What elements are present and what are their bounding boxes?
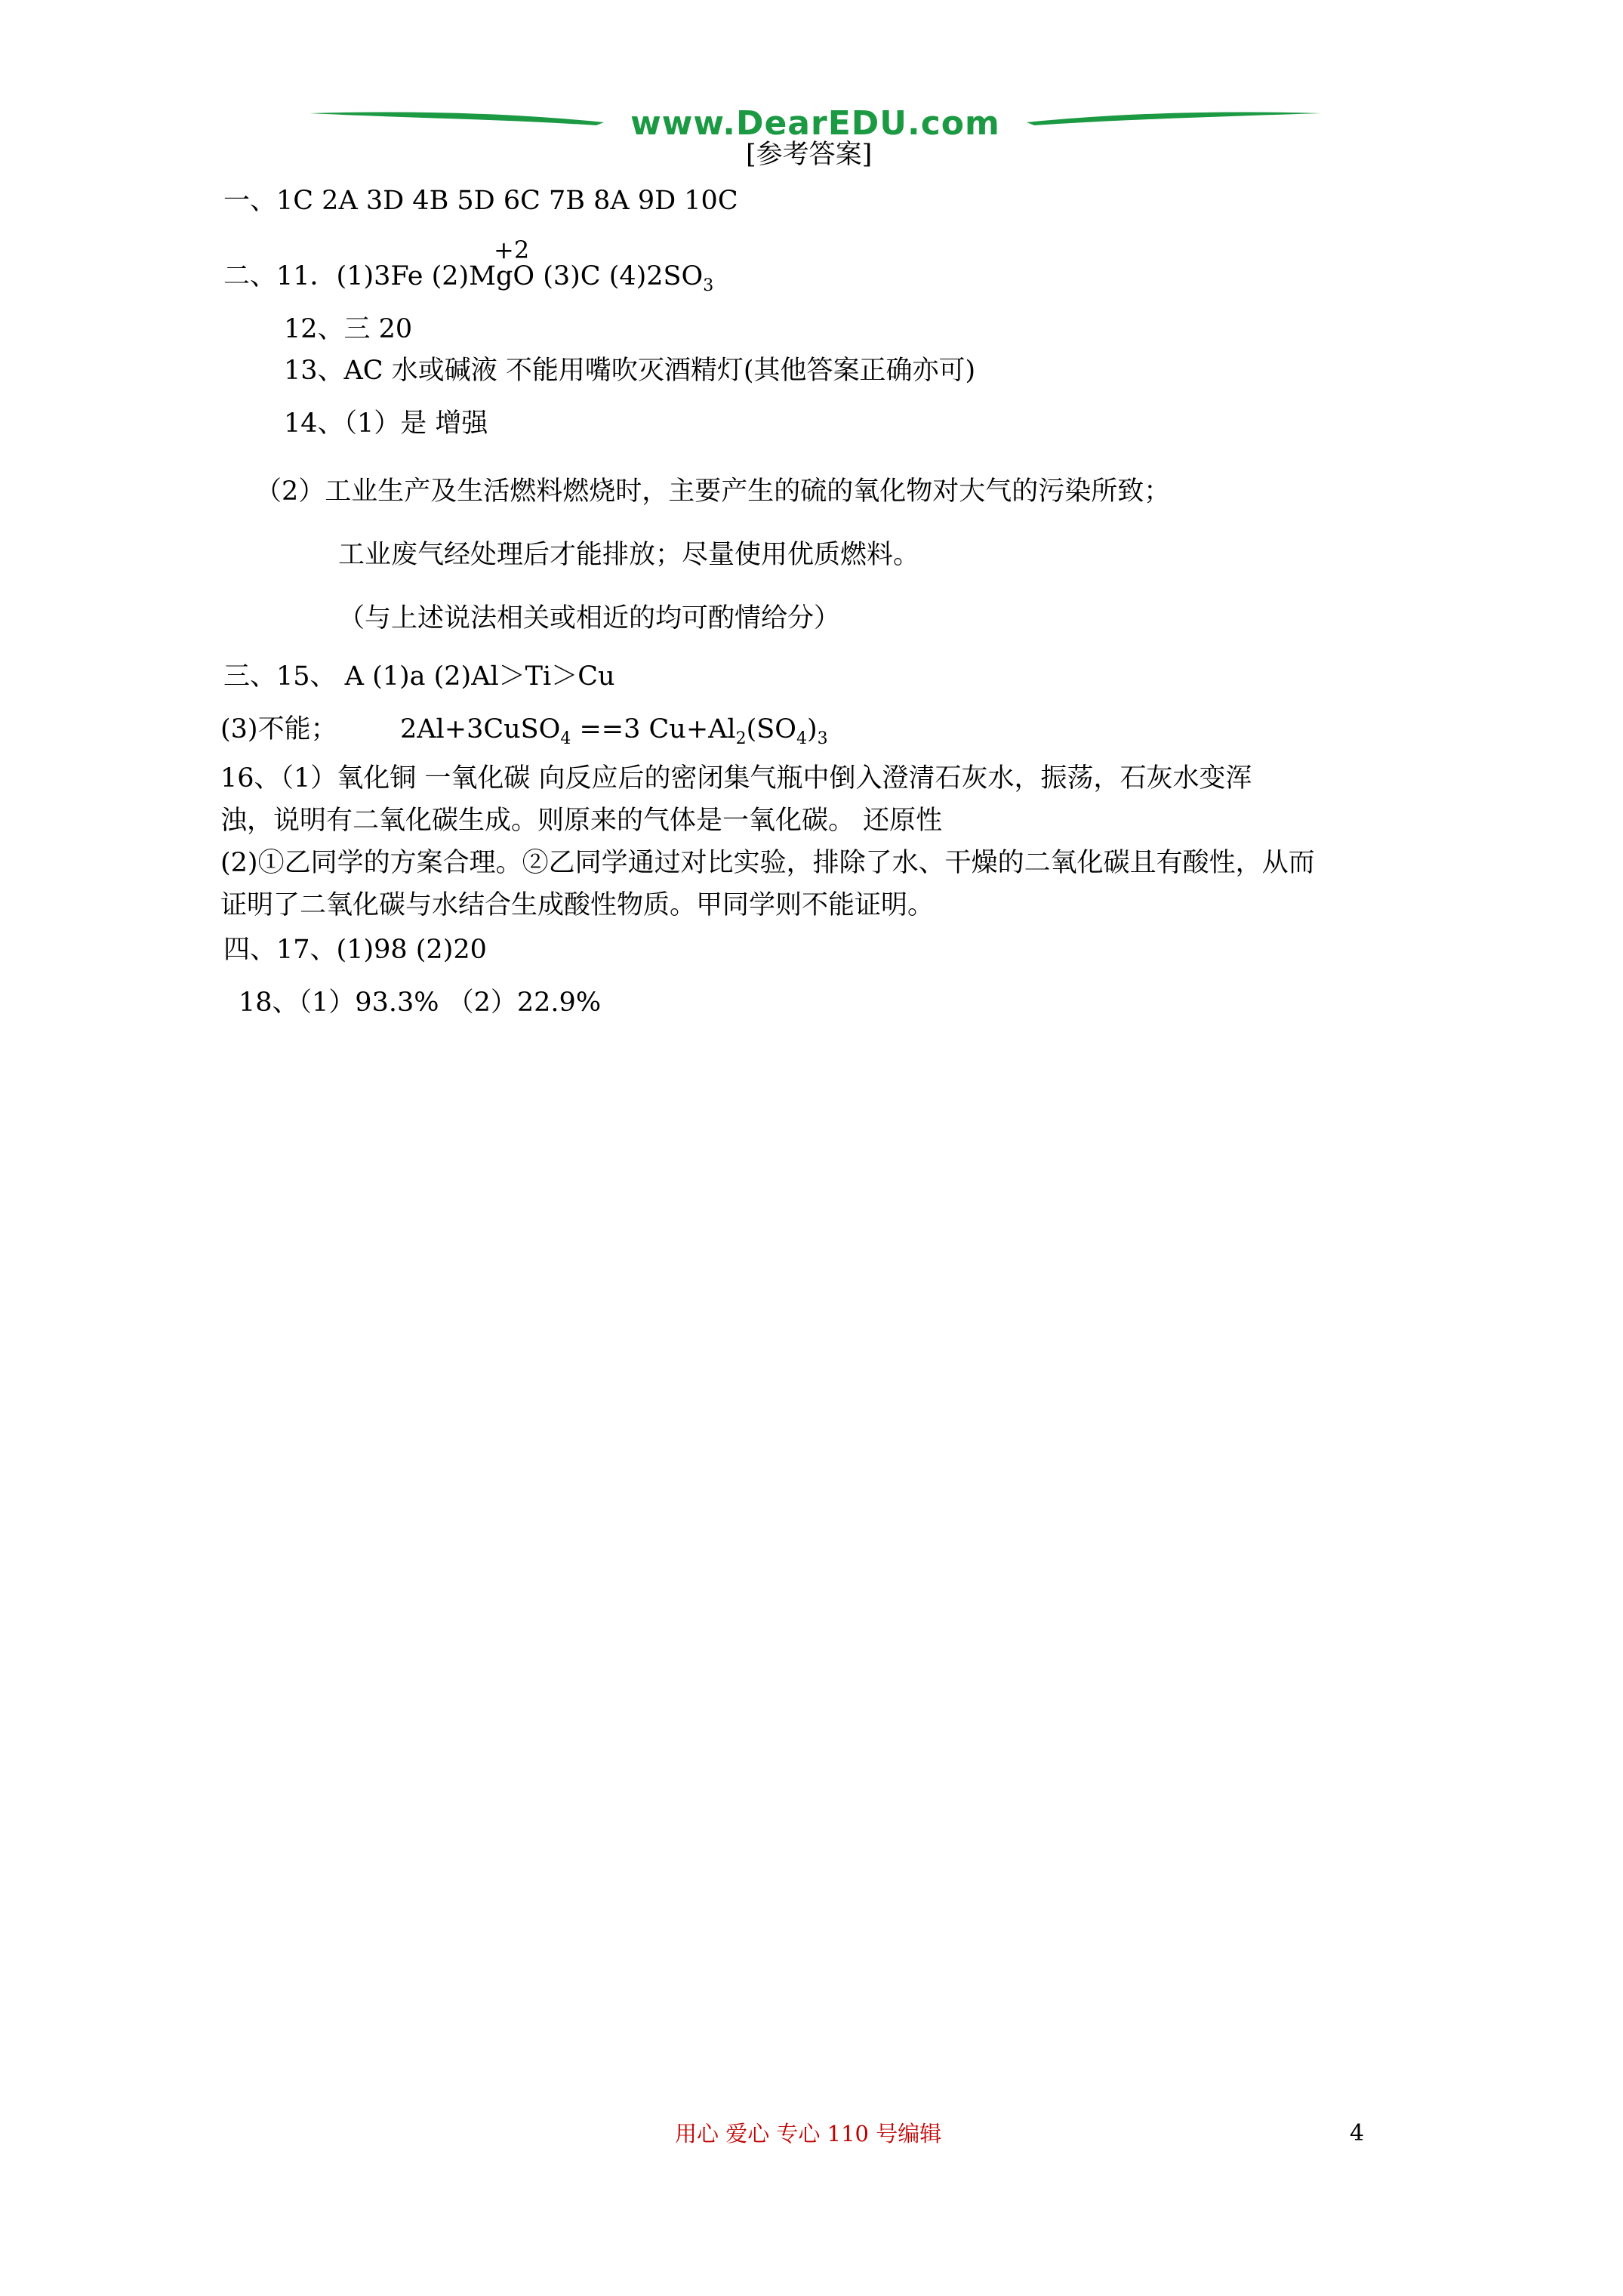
answer-q14-2: （2）工业生产及生活燃料燃烧时，主要产生的硫的氧化物对大气的污染所致；: [255, 476, 1171, 507]
answer-q16-line3: (2)①乙同学的方案合理。②乙同学通过对比实验，排除了水、干燥的二氧化碳且有酸性，从而: [220, 848, 1315, 878]
answer-q12: 12、三 20: [284, 314, 413, 344]
answer-q11-text: 二、11．(1)3Fe (2)MgO (3)C (4)2SO: [223, 261, 704, 291]
equation-part-2: ==3 Cu+Al: [571, 714, 736, 744]
answer-q18: 18、（1）93.3% （2）22.9%: [239, 988, 602, 1018]
answer-q14-3: 工业废气经处理后才能排放；尽量使用优质燃料。: [338, 540, 920, 570]
equation-sub-2: 2: [735, 729, 747, 748]
answer-q11: [223, 260, 714, 295]
footer-slogan: 用心 爱心 专心 110 号编辑: [675, 2121, 942, 2147]
page-title: [参考答案]: [746, 140, 873, 170]
site-url-logo: www.DearEDU.com: [630, 104, 1000, 143]
equation-part-3: (SO: [746, 714, 796, 744]
answer-q16-line4: 证明了二氧化碳与水结合生成酸性物质。甲同学则不能证明。: [220, 890, 935, 920]
answer-q14-1: 14、（1）是 增强: [284, 408, 488, 439]
valence-mark: +2: [494, 236, 530, 264]
answer-q11-subscript: 3: [703, 276, 714, 295]
page-number: 4: [1350, 2120, 1365, 2147]
answer-q16-line1: 16、（1）氧化铜 一氧化碳 向反应后的密闭集气瓶中倒入澄清石灰水，振荡，石灰水变浑: [220, 763, 1252, 794]
answer-q13: 13、AC 水或碱液 不能用嘴吹灭酒精灯(其他答案正确亦可): [284, 356, 976, 386]
answer-q16-line2: 浊，说明有二氧化碳生成。则原来的气体是一氧化碳。 还原性: [220, 806, 943, 836]
answer-q17: 四、17、(1)98 (2)20: [223, 935, 487, 965]
equation-sub-4: 3: [817, 729, 828, 748]
answer-q15-b-equation: [400, 713, 828, 748]
answer-q15-b-prefix: (3)不能；: [220, 714, 337, 744]
equation-part-4: ): [806, 714, 818, 744]
answer-q15-a: 三、15、 A (1)a (2)Al＞Ti＞Cu: [223, 661, 615, 692]
equation-part-1: 2Al+3CuSO: [400, 714, 561, 744]
equation-sub-1: 4: [560, 729, 571, 748]
answer-part1: 一、1C 2A 3D 4B 5D 6C 7B 8A 9D 10C: [223, 186, 738, 216]
answer-q14-4: （与上述说法相关或相近的均可酌情给分）: [338, 603, 841, 633]
equation-sub-3: 4: [796, 729, 807, 748]
